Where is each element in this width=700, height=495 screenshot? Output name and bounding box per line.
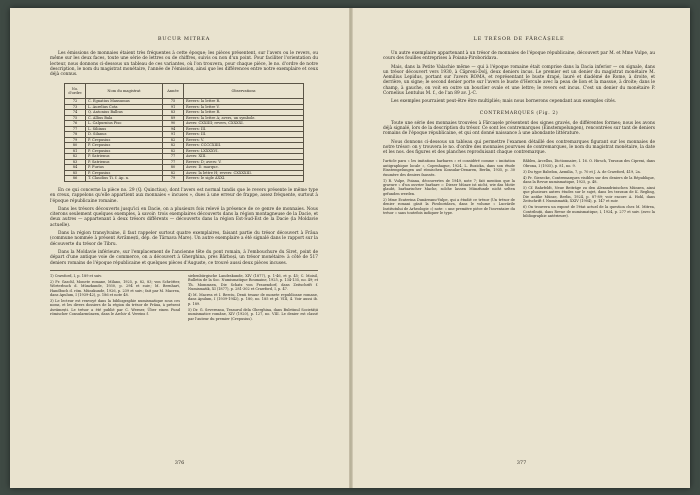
coin-table-cell: 75 — [163, 99, 184, 105]
left-page-number: 376 — [174, 460, 185, 466]
footnote: 4) Fr. Giesecke, Contremarques visibles sur des deniers de la République, dans la Revue numismatique, 1925, p. 48. — [523, 175, 655, 185]
coin-table-cell: 77 — [163, 159, 184, 165]
left-footnotes-col-2 — [188, 274, 318, 323]
footnote: 3) Le lecteur est renvoyé dans la bibliographie numismatique sous ces noms, et les divers dossiers de la région du trésor de Frâua, à présent Avrămești. Le trésor a été publié par C. Werner, Über einen Fund römischer Consularmünzen, dans le Archiv d. Vereins f. — [50, 298, 180, 317]
left-paragraph: Dans les trésors découverts jusqu'ici en Dacie, on a plusieurs fois relevé la présence de ce genre de monnaies. Nous citerons seulement quelques exemples, à savoir: trois exemplaires découverts dans la région montagneuse de la Dacie, et deux autres — appartenant à deux trésors différents — découverts dans la région Est-Sud-Est de la Dacie (la Moldavie actuelle). — [50, 206, 318, 228]
coin-table-cell: 75 — [65, 115, 86, 121]
coin-table-cell: Revers: le sigle AXXI. — [184, 176, 304, 182]
coin-table-cell: C. Allius Bala — [86, 115, 163, 121]
coin-table-cell: Revers: la lettre R. — [184, 110, 304, 116]
coin-table-cell: P. Satrienus — [86, 154, 163, 160]
coin-table-cell: Avers: D. marque. — [184, 165, 304, 171]
coin-table-cell: 89 — [163, 115, 184, 121]
coin-table-cell: 83 — [163, 110, 184, 116]
coin-table-cell: Avers: la lettre H; revers: CXXXXIII. — [184, 170, 304, 176]
coin-table-cell: P. Crepusius — [86, 170, 163, 176]
footnote: 1) R. Vulpe, Poiana, découvertes de 1949, note 7; fait mention que la gravure « d'un ouvrier barbare »: Dieser Münze ist nicht, wie das Motiv glaubt, barbarischer Mache, solche lassen Münzfunde nicht selten gefunden werden. — [383, 178, 515, 196]
coin-table-cell: 79 — [163, 176, 184, 182]
coin-table-cell: 83 — [65, 159, 86, 165]
coin-table-cell: Revers: V. — [184, 137, 304, 143]
coin-table-cell: 74 — [65, 110, 86, 116]
left-column — [50, 36, 318, 322]
footnote: siebenbürgische Landeskunde, XIV (1877), p. 1-46, et p. 45; C. Moisil, Bulletin de la Soc. Numismatique Roumaine, 1925, p. 134-135, no. 49; et Th. Mommsen, Die Schatz von Frauendorf, dans Zeitschrift f. Numismatik, XI (1877), p. 281-302 et Crawford, I, p. 47. — [188, 273, 318, 292]
coin-table-cell: Avers: CXXIIII; revers, CXXXXI. — [184, 121, 304, 127]
coin-table-cell: Revers: D; avers: V. — [184, 159, 304, 165]
left-footnotes — [50, 270, 318, 323]
right-running-head: LE TRÉSOR DE FĂRCĂȘELE — [473, 36, 565, 42]
coin-table-cell: Revers: III. — [184, 132, 304, 138]
coin-table-cell: 82 — [163, 148, 184, 154]
right-paragraph: Les exemples pourraient peut-être être multipliés; mais nous bornerons cependant aux exemples cités. — [391, 99, 617, 105]
right-paragraph: Toute une série des monnaies trouvées à Fărcașele présentent des signes gravés, de différentes formes; nous les avons déjà signalé, lors de la description du trésor. Ce sont les contremarques (Einstempelungen), rencontrées sur tant de deniers romains de l'époque républicaine, et qui ont donné naissance à une abondante littérature. — [383, 120, 655, 137]
coin-table-cell: 82 — [163, 137, 184, 143]
coin-table-cell: P. Furius — [86, 165, 163, 171]
coin-table-cell: 86 — [65, 176, 86, 182]
coin-table-cell: 77 — [65, 126, 86, 132]
coin-table-header: Année — [163, 84, 184, 99]
footnote: 2) Mme Ecaterina Dunăreanu-Vulpe, qui a étudié ce trésor (Un trésor de denier romani găsit la Piroboridava, dans le volume « Lucrările Institutului de Arheologie ») note: « une première pièce de l'inventaire du trésor » sans toutefois indiquer le type. — [383, 197, 515, 215]
coin-table-cell: P. Crepusius — [86, 137, 163, 143]
coin-table-header: No. d'ordre — [65, 84, 86, 99]
coin-table-cell: 80 — [65, 143, 86, 149]
footnote: 2) Fr. Gaschl, Monete romane, Milano, 1925, p. 82, 83; von Schrötter, Wörterbuch d. Münzkunde, 1930, p. 294 et suiv.; M. Bernhart, Handbuch d. röm. Münzkunde, 1926, p. 239 et suiv.; fait par M. Macrea, dans Apulum, I (1939-42), p. 186 et note 48. — [50, 279, 180, 297]
coin-table-cell: Revers: la lettre V. — [184, 104, 304, 110]
footnote: l'article paru « les imitations barbares » et considéré comme « imitation antigraphique locale », Copenhague, 1924. L. Ruzicka, dans son étude Einstempelungen auf römischen Konsular-Denaren, Berlin, 1935, p. 30 énumère des deniers faussés. — [383, 159, 515, 177]
coin-table-row — [65, 176, 304, 182]
coin-table-cell: 82 — [163, 143, 184, 149]
coin-table-cell: 81 — [65, 148, 86, 154]
footnote: 3) Du type Babelon, Aemilia, 7, p. 70 et J. A. de Crawford, 419, 2a. — [523, 169, 641, 174]
coin-table-cell: 73 — [65, 104, 86, 110]
coin-table-cell: Avers: XIII. — [184, 154, 304, 160]
right-column — [383, 36, 655, 220]
coin-table-cell: L. Siliinus — [86, 126, 163, 132]
right-paragraph: Mais, dans la Petite Valachie même — qui à l'époque romaine était comprise dans la Dacia inferior — on signale, dans un trésor découvert vers 1930, à Căpreni-Dolj, deux deniers incus. Le premier est un denier du magistrat monétaire M. Aemilius Lepidus, portant sur l'avers ROMA, et représentant le buste drapé, lauré et diadémé de Rome, à droite, et derrière, un signe; le second denier porte sur l'avers le buste d'Hercule avec la peau de lion et la massue, à droite; dans le champ, à gauche, on voit en outre un bouclier ovale et une lettre; le revers est incus. C'est un denier du monétaire P. Cornelius Lentulus M. f., de l'an 89 av. J.-C. — [383, 64, 655, 97]
coin-table-cell: 85 — [65, 170, 86, 176]
coin-table — [64, 83, 304, 182]
coin-table-cell: 78 — [65, 132, 86, 138]
coin-table-header: Observations — [184, 84, 304, 99]
right-page-number: 377 — [516, 460, 527, 466]
coin-table-cell: L. Calpurnius Piso — [86, 121, 163, 127]
right-paragraph: Nous donnons ci-dessous un tableau qui permettre l'examen détaillé des contremarques figurant sur les monnaies de notre trésor: on y trouvera le no. d'ordre des monnaies pourvues de contremarques, le nom du magistrat monétaire, la date et les nos. des figures et des planches reproduisant chaque contremarque. — [383, 139, 655, 156]
footnote: 4) M. Macrea et I. Berciu, Denii tesaur de monete republicane romane, dans Apulum, I (1939-1942), p. 180, no. 185 et pl. VIII, 4. Voir aussi ib. p. 189. — [188, 292, 318, 306]
coin-table-cell: Revers: III. — [184, 126, 304, 132]
coin-table-cell: P. Satrienus — [86, 159, 163, 165]
right-page — [353, 8, 690, 488]
coin-table-body — [65, 99, 304, 182]
coin-table-cell: 72 — [65, 99, 86, 105]
coin-table-cell: Revers: CCCCXIIII. — [184, 143, 304, 149]
coin-table-cell: Revers: LXXXXVI. — [184, 148, 304, 154]
coin-table-cell: P. Crepusius — [86, 143, 163, 149]
coin-table-cell: 79 — [65, 137, 86, 143]
coin-table-cell: 94 — [163, 126, 184, 132]
footnote: Bâbleu, Arcellus, Dictionnaire, I. 16. O. Hirsch, Travaux des Cipreni, dans Obrona, I (1935), p. 81, no. 9. — [523, 159, 655, 168]
footnote: 1) Crawford, I, p. 189 et suiv. — [50, 273, 102, 278]
coin-table-cell: 84 — [65, 165, 86, 171]
left-footnotes-col-1 — [50, 274, 180, 323]
coin-table-header-row — [65, 84, 304, 99]
footnote: 5) Cf. Bahrfeldt, Neue Beiträge zu den Alexandrinischen Münzen, ainsi que plusieurs autres études sur le sujet, dans les travaux de K. Regling, Die antike Münze, Berlin, 1924, p. 87-89; voir encore A. Hohl, dans Zeitschrift f. Numismatik, XXIV (1904), p. 147 et suiv. — [523, 185, 655, 204]
left-paragraph: Dans la région transylvaine, il faut rappeler surtout quatre exemplaires, faisant partie du trésor découvert à Frâua (commune nommée à présent Avrămești, dép. de Târnava Mare). Un autre exemplaire a été signalé dans le rapport sur la découverte du trésor de Tibru. — [50, 231, 318, 247]
coin-table-cell: D. Silanus — [86, 132, 163, 138]
left-paragraph: Dans la Moldavie inférieure, sur l'emplacement de l'ancienne tête du pont romain, à l'embouchure du Siret, point de départ d'une antique voie de commerce, on a découvert à Gherghina, près Bărboși, un trésor monétaire: à côté de 517 deniers romains de l'époque républicaine et quelques pièces d'Auguste, ce trouvé aussi deux pièces incuses. — [50, 249, 318, 266]
coin-table-cell: Revers: la lettre A; avers, un symbole. — [184, 115, 304, 121]
left-paragraph: En ce qui concerne la pièce no. 29 (Q. Quinctius), dont l'avers est normal tandis que le revers présente le même type en creux, rappelons qu'elle appartient aux monnaies « incuses », dues à une erreur de frappe, assez fréquente, surtout à l'époque républicaine romaine. — [50, 187, 318, 204]
coin-table-cell: 80 — [163, 165, 184, 171]
right-footnotes — [383, 159, 655, 219]
footnote: 5) Dr. G. Severeanu, Tesaurul dela Gherghina, dans Buletinul Societății numismatice române, XIV (1920), p. 127, no. VIII. Le denier est classé par l'auteur du premier (Crepusius). — [188, 307, 318, 321]
section-title: CONTREMARQUES (Fig. 2) — [479, 110, 559, 116]
coin-table-cell: Q. Antonius Balbus — [86, 110, 163, 116]
coin-table-cell: L. Aurelius Cota — [86, 104, 163, 110]
left-intro-paragraph: Les émissions de monnaies étaient très fréquentes à cette époque; les pièces présentent, sur l'avers ou le revers, ou même sur les deux faces, toute une série de lettres ou de chiffres, suivis ou non d'un point. Pour faciliter l'orientation du lecteur, nous donnons ci-dessous un tableau de ces variantes, où l'on trouvera, pour chaque pièce, le no. d'ordre de notre description, le nom du magistrat monétaire, l'année de l'émission, ainsi que les différences entre notre exemplaire et ceux déjà connus. — [50, 51, 318, 78]
coin-table-cell: Revers: la lettre R. — [184, 99, 304, 105]
coin-table-cell: C. Egnatius Maxsumus — [86, 99, 163, 105]
coin-table-cell: 77 — [163, 154, 184, 160]
footnote: 6) On trouvera un exposé de l'état actuel de la question chez M. Mitrea, Contribuții, dans Revue de numismatique, I, 1924, p. 277 et suiv. (avec la bibliographie antérieure). — [523, 205, 655, 218]
coin-table-cell: 82 — [163, 170, 184, 176]
left-page — [10, 8, 349, 488]
right-footnotes-col-2 — [523, 159, 655, 219]
coin-table-header: Nom du magistrat — [86, 84, 163, 99]
coin-table-cell: P. Crepusius — [86, 148, 163, 154]
book-spread — [10, 8, 690, 488]
right-footnotes-col-1 — [383, 159, 515, 219]
coin-table-cell: 91 — [163, 132, 184, 138]
coin-table-cell: 82 — [65, 154, 86, 160]
coin-table-cell: T. Claudius Ti. f. Ap. n. — [86, 176, 163, 182]
coin-table-cell: 91 — [163, 104, 184, 110]
coin-table-cell: 76 — [65, 121, 86, 127]
left-running-head: BUCUR MITREA — [157, 36, 211, 42]
coin-table-cell: 90 — [163, 121, 184, 127]
right-paragraph: Un autre exemplaire appartenant à un trésor de monnaies de l'époque républicaine, découvert par M. et Mme Vulpe, au cours des fouilles entreprises à Poiana-Piroboridava. — [383, 51, 655, 62]
